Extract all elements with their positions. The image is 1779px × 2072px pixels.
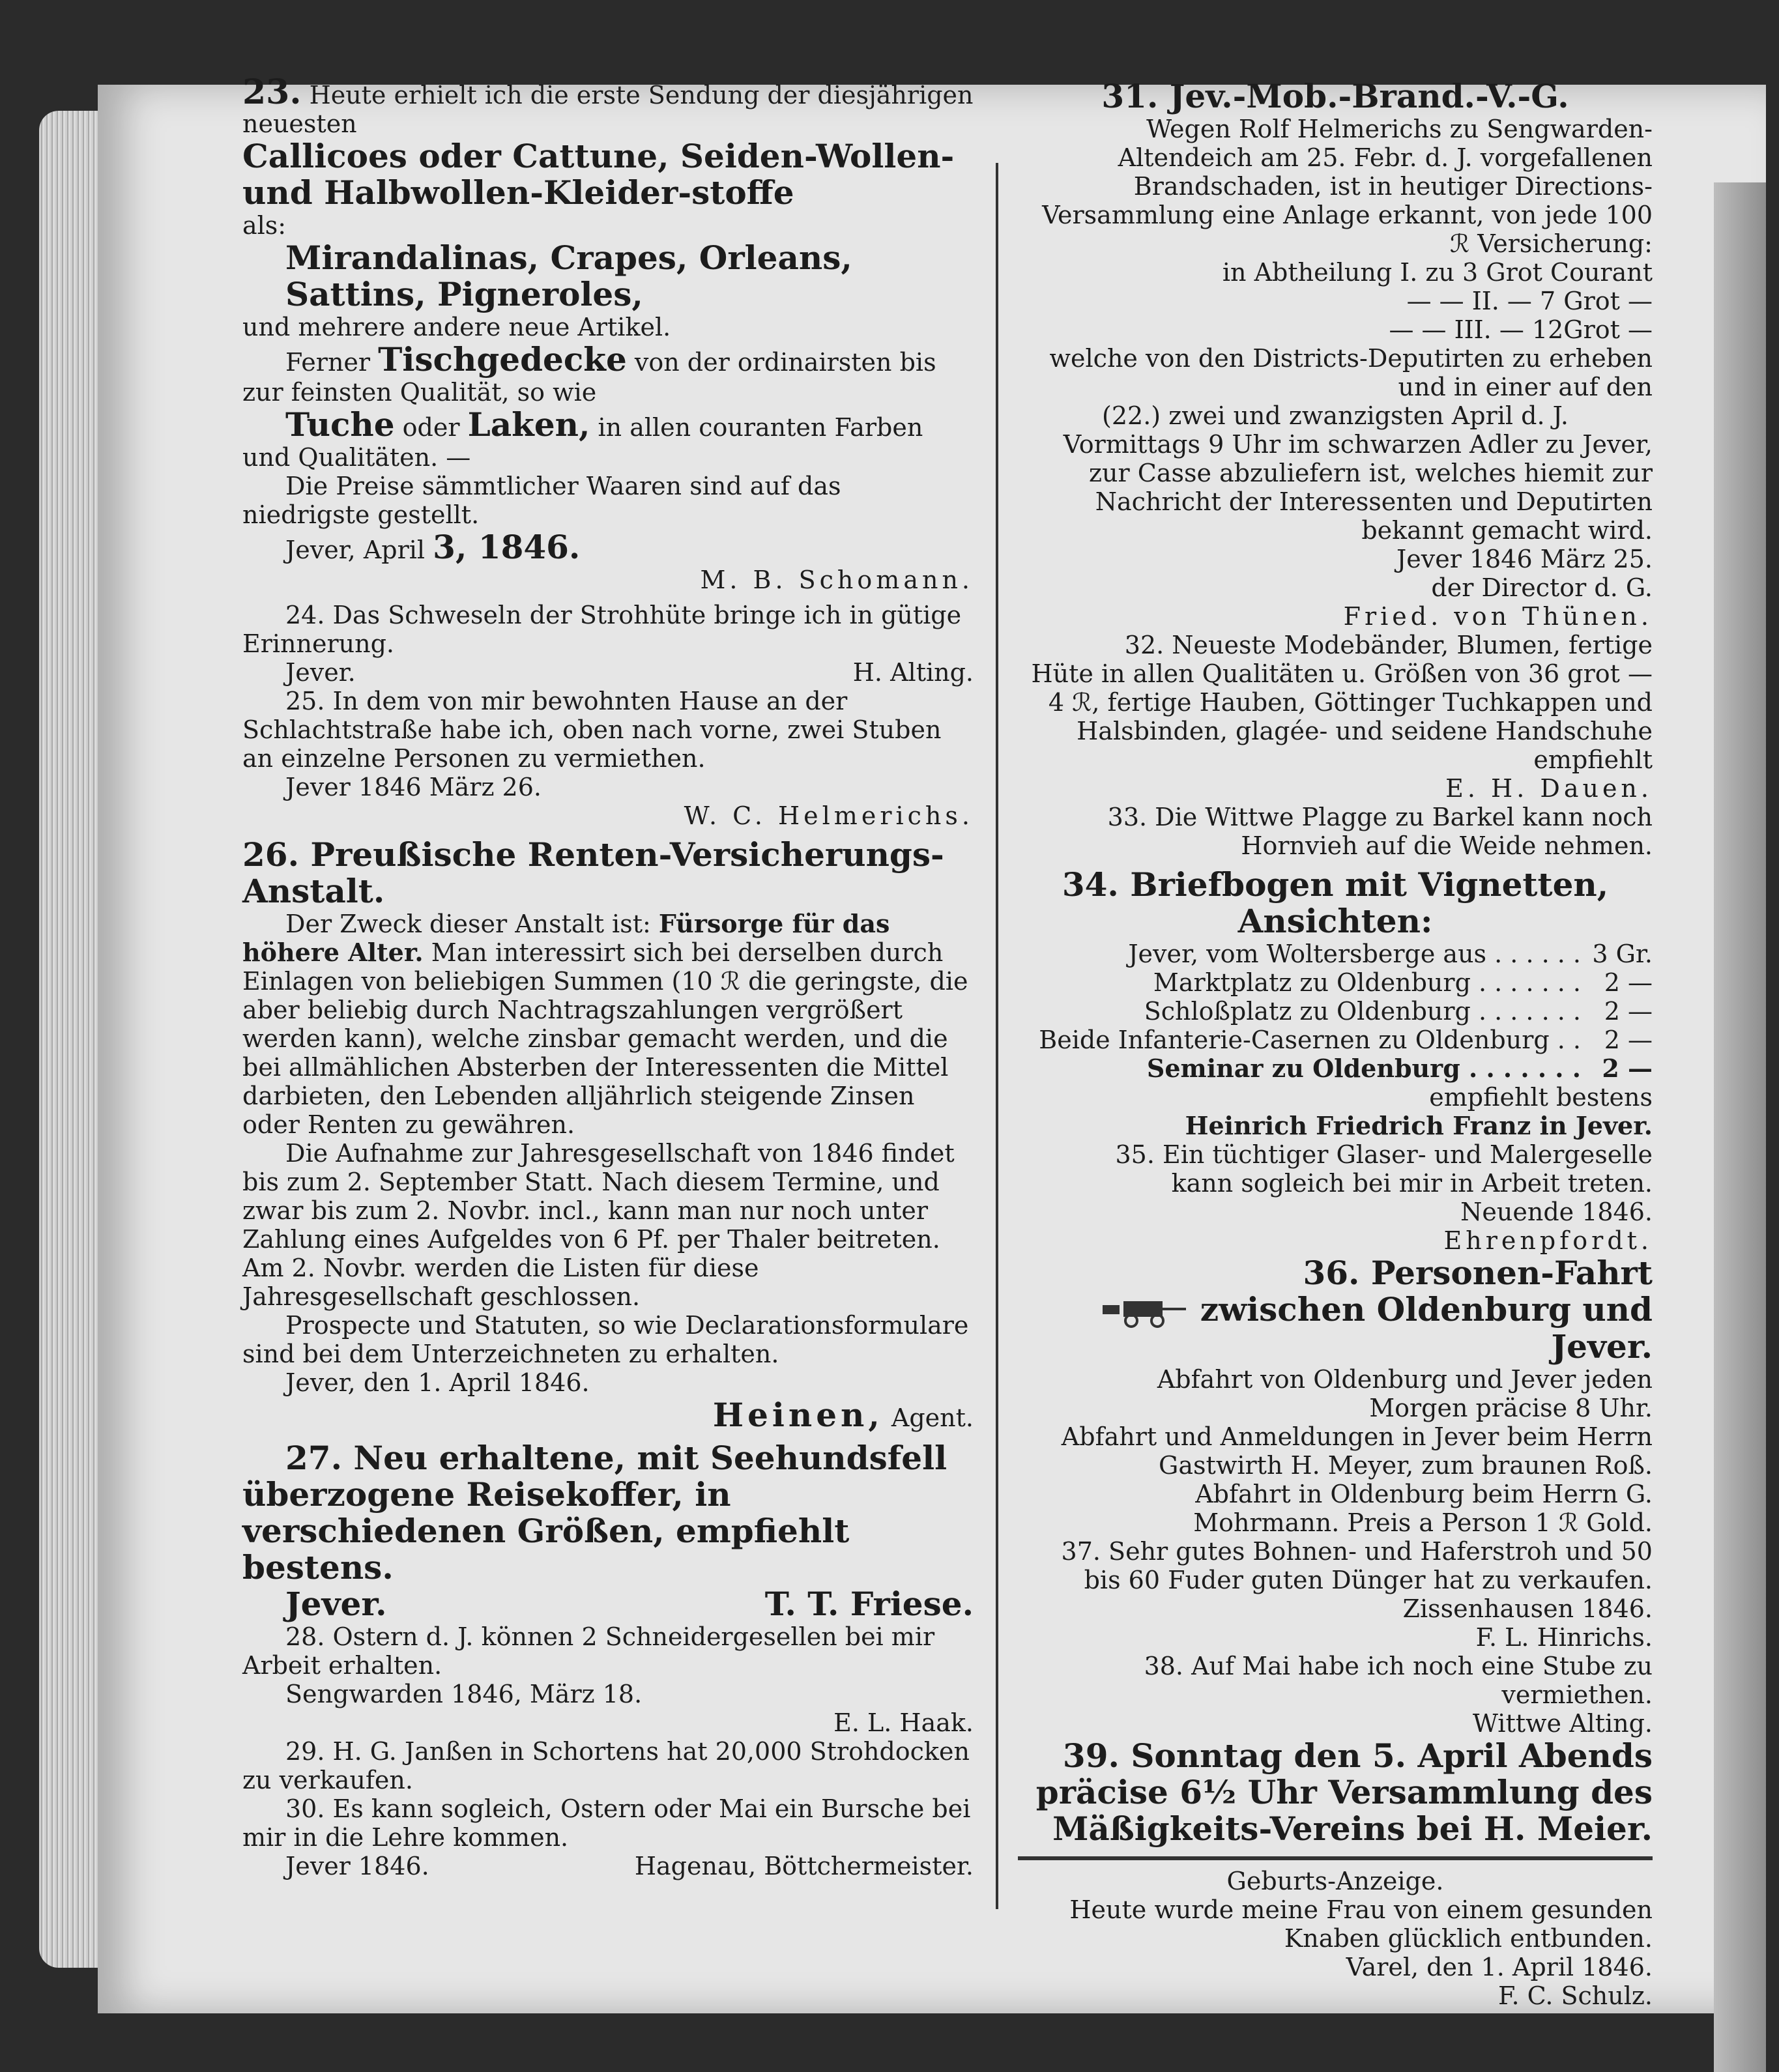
ad-signature: Heinrich Friedrich Franz in Jever. (1185, 1111, 1653, 1140)
section-rule (1018, 1856, 1653, 1860)
ad-place: Jever. (285, 658, 356, 687)
announcement-signature: F. C. Schulz. (1498, 1981, 1653, 2010)
ad-p2: welche von den Districts-Deputirten zu erheben und in einer auf den (1049, 344, 1653, 401)
price-row (1018, 1054, 1653, 1083)
price-label: Beide Infanterie-Casernen zu Oldenburg . . (1039, 1026, 1581, 1054)
ad-number: 26. (242, 835, 299, 874)
ad-items-headline-2: Mirandalinas, Crapes, Orleans, Sattins, Pigneroles, (285, 238, 852, 313)
ad-p1c: Man interessirt sich bei derselben durch Einlagen von beliebigen Summen (10 ℛ die geringste, die aber beliebig durch Nachtragszahlungen vergrößert werden kann), welche zinsbar gemacht werden, und die bei allmählichen Absterben der Interessenten die Mittel darbieten, den Lebenden alljährlich steigende Zinsen oder Renten zu gewähren. (242, 938, 968, 1139)
right-page-edge (1714, 182, 1766, 2072)
ad-31 (1018, 78, 1653, 631)
ad-text: 32. Neueste Modebänder, Blumen, fertige Hüte in allen Qualitäten u. Größen von 36 grot — 4 ℛ, fertige Hauben, Göttinger Tuchkappen und Halsbinden, glagée- und seidene Handschuhe empfiehlt (1031, 631, 1653, 774)
ad-p2: Abfahrt und Anmeldungen in Jever beim Herrn Gastwirth H. Meyer, zum braunen Roß. (1061, 1422, 1653, 1480)
ad-text: 35. Ein tüchtiger Glaser- und Malergeselle kann sogleich bei mir in Arbeit treten. (1115, 1140, 1653, 1198)
ad-signature: T. T. Friese. (764, 1585, 974, 1623)
ad-date: Jever 1846. (285, 1852, 429, 1880)
ad-26 (242, 837, 974, 1433)
price-value: 2 — (1602, 1054, 1653, 1083)
price-value: 2 — (1604, 968, 1653, 997)
ad-p3: Abfahrt in Oldenburg beim Herrn G. Mohrmann. Preis a Person 1 ℛ Gold. (1193, 1480, 1653, 1537)
ad-als: als: (242, 211, 287, 240)
price-label: Jever, vom Woltersberge aus . . . . . . (1128, 940, 1581, 968)
column-divider (996, 163, 998, 1909)
ad-p3: (22.) zwei und zwanzigsten April d. J. (1102, 401, 1569, 430)
ad-signature: M. B. Schomann. (700, 566, 974, 594)
ad-signature: Heinen, (712, 1396, 884, 1434)
ad-date: Sengwarden 1846, März 18. (285, 1680, 643, 1708)
ad-37 (1018, 1537, 1653, 1652)
ad-signature-role: Agent. (891, 1403, 974, 1432)
ad-date: Zissenhausen 1846. (1402, 1594, 1653, 1623)
ad-signature: Ehrenpfordt. (1443, 1226, 1653, 1255)
ad-text: 39. Sonntag den 5. April Abends präcise 6½ Uhr Versammlung des Mäßigkeits-Vereins bei H. Meier. (1035, 1736, 1653, 1848)
ad-place: Jever. (285, 1585, 387, 1623)
ad-text: 37. Sehr gutes Bohnen- und Haferstroh und 50 bis 60 Fuder guten Dünger hat zu verkaufen. (1061, 1537, 1653, 1594)
ad-text: 38. Auf Mai habe ich noch eine Stube zu vermiethen. (1144, 1652, 1653, 1709)
ad-empf: empfiehlt bestens (1429, 1083, 1653, 1112)
ad-signature: E. L. Haak. (833, 1708, 974, 1737)
ad-date: Jever, April (285, 536, 426, 564)
left-column (242, 72, 974, 1880)
ad-p1: Abfahrt von Oldenburg und Jever jeden Morgen präcise 8 Uhr. (1157, 1365, 1653, 1422)
price-row (1018, 968, 1653, 997)
ad-29 (242, 1737, 974, 1794)
ad-signature: W. C. Helmerichs. (684, 801, 974, 830)
ad-line-2: — — II. — 7 Grot — (1406, 287, 1653, 315)
ad-ferner-text: von der ordinairsten bis zur feinsten Qualität, so wie (242, 348, 936, 407)
ad-signature-1: der Director d. G. (1431, 573, 1653, 602)
ad-date: Neuende 1846. (1460, 1198, 1653, 1226)
ad-text: 33. Die Wittwe Plagge zu Barkel kann noch Hornvieh auf die Weide nehmen. (1107, 803, 1653, 860)
announcement-date: Varel, den 1. April 1846. (1346, 1953, 1653, 1981)
ad-text: 28. Ostern d. J. können 2 Schneidergesellen bei mir Arbeit erhalten. (242, 1622, 935, 1680)
ad-line-3: — — III. — 12Grot — (1389, 315, 1653, 344)
price-row (1018, 1026, 1653, 1054)
ad-p1: Wegen Rolf Helmerichs zu Sengwarden-Altendeich am 25. Febr. d. J. vorgefallenen Brandschaden, ist in heutiger Directions-Versammlung eine Anlage erkannt, von jede 100 ℛ Versicherung: (1042, 115, 1653, 258)
ad-oder: oder (402, 413, 460, 442)
ad-number: 23. (242, 72, 302, 112)
ad-signature-2: Fried. von Thünen. (1343, 602, 1653, 631)
ad-24 (242, 601, 974, 687)
ad-laken: Laken, (467, 405, 590, 444)
ad-text: 27. Neu erhaltene, mit Seehundsfell überzogene Reisekoffer, in verschiedenen Größen, empfiehlt bestens. (242, 1439, 947, 1587)
ad-items-headline: Callicoes oder Cattune, Seiden-Wollen- und Halbwollen-Kleider-stoffe (242, 137, 955, 212)
ad-intro: Heute erhielt ich die erste Sendung der diesjährigen neuesten (242, 81, 974, 138)
ad-p3: Prospecte und Statuten, so wie Declarationsformulare sind bei dem Unterzeichneten zu erhalten. (242, 1311, 969, 1368)
ad-32 (1018, 631, 1653, 803)
ad-date: Jever 1846 März 25. (1396, 545, 1653, 573)
ad-title: 31. Jev.-Mob.-Brand.-V.-G. (1101, 77, 1569, 115)
ad-rest: und mehrere andere neue Artikel. (242, 313, 671, 341)
ad-36 (1018, 1255, 1653, 1537)
announcement-title: Geburts-Anzeige. (1226, 1867, 1444, 1895)
ad-title: 34. Briefbogen mit Vignetten, Ansichten: (1062, 865, 1609, 940)
ad-signature: F. L. Hinrichs. (1475, 1623, 1653, 1652)
price-value: 2 — (1604, 997, 1653, 1026)
ad-title: Preußische Renten-Versicherungs-Anstalt. (242, 835, 944, 910)
ad-signature: Hagenau, Böttchermeister. (634, 1852, 974, 1880)
ad-signature: H. Alting. (852, 658, 974, 687)
ad-27 (242, 1440, 974, 1622)
ad-tischgedecke: Tischgedecke (378, 340, 627, 379)
birth-announcement (1018, 1867, 1653, 2010)
price-row (1018, 940, 1653, 968)
ad-date: Jever 1846 März 26. (285, 773, 542, 801)
ad-text: 24. Das Schweseln der Strohhüte bringe ich in gütige Erinnerung. (242, 601, 962, 658)
ad-text: 25. In dem von mir bewohnten Hause an der Schlachtstraße habe ich, oben nach vorne, zwei Stuben an einzelne Personen zu vermiethen. (242, 687, 942, 773)
ad-30 (242, 1794, 974, 1880)
price-label: Seminar zu Oldenburg . . . . . . . (1146, 1054, 1581, 1083)
ad-title-1: 36. Personen-Fahrt (1303, 1254, 1653, 1292)
ad-text: 30. Es kann sogleich, Ostern oder Mai ein Bursche bei mir in die Lehre kommen. (242, 1794, 971, 1852)
ad-signature: E. H. Dauen. (1445, 774, 1653, 803)
ad-tuche: Tuche (285, 405, 395, 444)
ad-33 (1018, 803, 1653, 860)
ad-34 (1018, 867, 1653, 1140)
ad-date: Jever, den 1. April 1846. (285, 1368, 590, 1397)
ad-39 (1018, 1738, 1653, 1847)
ad-25 (242, 687, 974, 830)
price-label: Marktplatz zu Oldenburg . . . . . . . (1153, 968, 1581, 997)
carriage-icon (1097, 1296, 1189, 1329)
price-label: Schloßplatz zu Oldenburg . . . . . . . (1144, 997, 1581, 1026)
ad-ferner-text-2: in allen couranten Farben und Qualitäten. — (242, 413, 923, 472)
ad-23 (242, 72, 974, 594)
ad-ferner: Ferner (285, 348, 371, 377)
ad-35 (1018, 1140, 1653, 1255)
price-value: 3 Gr. (1592, 940, 1653, 968)
ad-p1a: Der Zweck dieser Anstalt ist: (285, 910, 651, 938)
ad-p1b: Fürsorge für das höhere Alter. (242, 909, 890, 967)
announcement-text: Heute wurde meine Frau von einem gesunden Knaben glücklich entbunden. (1069, 1895, 1653, 1953)
ad-28 (242, 1622, 974, 1737)
ad-line-1: in Abtheilung I. zu 3 Grot Courant (1222, 258, 1653, 287)
ad-38 (1018, 1652, 1653, 1738)
ad-title-2: zwischen Oldenburg und Jever. (1200, 1290, 1653, 1366)
ad-p4: Vormittags 9 Uhr im schwarzen Adler zu Jever, zur Casse abzuliefern ist, welches hiemit zur Nachricht der Interessenten und Deputirten bekannt gemacht wird. (1063, 430, 1653, 545)
ad-signature: Wittwe Alting. (1472, 1709, 1653, 1738)
ad-text: 29. H. G. Janßen in Schortens hat 20,000 Strohdocken zu verkaufen. (242, 1737, 970, 1794)
right-column (1018, 78, 1653, 2010)
ad-date-bold: 3, 1846. (433, 528, 581, 566)
ad-preise: Die Preise sämmtlicher Waaren sind auf das niedrigste gestellt. (242, 472, 841, 529)
price-row (1018, 997, 1653, 1026)
ad-p2: Die Aufnahme zur Jahresgesellschaft von 1846 findet bis zum 2. September Statt. Nach diesem Termine, und zwar bis zum 2. Novbr. incl., kann man nur noch unter Zahlung eines Aufgeldes von 6 Pf. per Thaler beitreten. Am 2. Novbr. werden die Listen für diese Jahresgesellschaft geschlossen. (242, 1139, 955, 1311)
price-value: 2 — (1604, 1026, 1653, 1054)
